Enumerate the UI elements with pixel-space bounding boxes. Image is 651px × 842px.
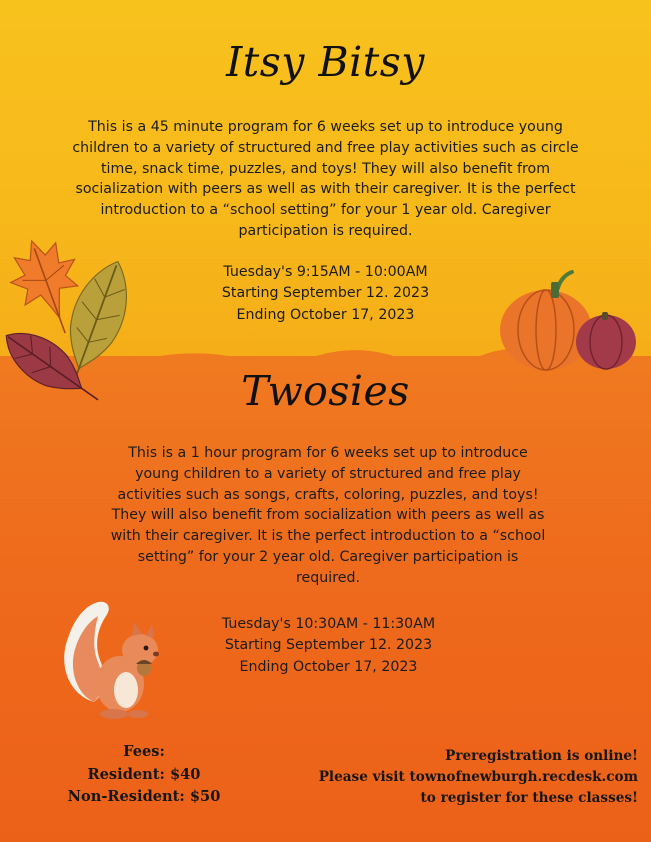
twosies-description: [58, 443, 598, 589]
schedule-start: Starting September 12. 2023: [221, 285, 430, 302]
registration-block: [278, 746, 638, 809]
twosies-title: Twosies: [241, 367, 410, 415]
description-line: children to a variety of structured and free play activities such as circle: [72, 139, 579, 156]
itsy-bitsy-schedule: [0, 262, 651, 326]
description-line: They will also benefit from socialization with peers as well as: [111, 507, 545, 524]
description-line: young children to a variety of structured and free play: [135, 465, 521, 482]
resident-fee: Resident: $40: [87, 765, 201, 783]
schedule-start: Starting September 12. 2023: [224, 637, 433, 654]
description-line: with their caregiver. It is the perfect introduction to a “school: [110, 528, 546, 545]
schedule-end: Ending October 17, 2023: [236, 306, 415, 323]
schedule-time: Tuesday's 9:15AM - 10:00AM: [223, 264, 428, 280]
registration-line-1: Preregistration is online!: [445, 748, 638, 764]
description-line: This is a 45 minute program for 6 weeks set up to introduce young: [88, 119, 563, 135]
description-line: setting” for your 2 year old. Caregiver participation is: [137, 548, 519, 565]
non-resident-fee: Non-Resident: $50: [67, 788, 221, 805]
itsy-bitsy-description: [28, 117, 623, 242]
registration-website: Please visit townofnewburgh.recdesk.com: [318, 769, 638, 785]
schedule-time: Tuesday's 10:30AM - 11:30AM: [221, 616, 436, 632]
registration-line-3: to register for these classes!: [420, 790, 638, 806]
fees-block: [44, 741, 244, 809]
description-line: activities such as songs, crafts, coloring, puzzles, and toys!: [117, 486, 539, 503]
description-line: socialization with peers as well as with their caregiver. It is the perfect: [75, 181, 576, 198]
description-line: This is a 1 hour program for 6 weeks set up to introduce: [128, 445, 528, 461]
schedule-end: Ending October 17, 2023: [239, 658, 418, 675]
twosies-schedule: [3, 614, 651, 678]
description-line: time, snack time, puzzles, and toys! They will also benefit from: [100, 160, 551, 177]
description-line: introduction to a “school setting” for your 1 year old. Caregiver: [100, 202, 551, 219]
fees-heading: Fees:: [123, 743, 165, 760]
description-line: required.: [296, 569, 360, 586]
itsy-bitsy-title: Itsy Bitsy: [226, 38, 425, 86]
description-line: participation is required.: [238, 222, 413, 239]
